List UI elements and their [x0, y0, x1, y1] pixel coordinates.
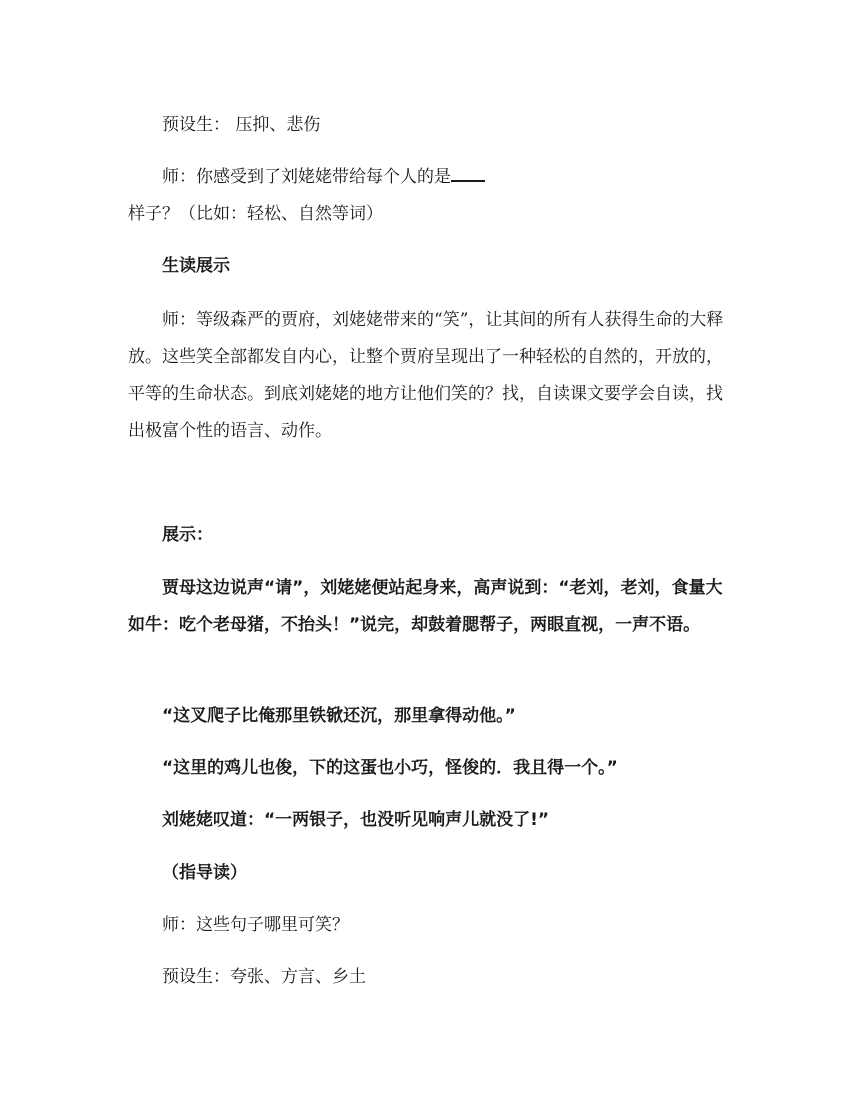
fill-in-blank [451, 167, 485, 182]
paragraph-quote-2: “这叉爬子比俺那里铁锨还沉，那里拿得动他。” [162, 706, 516, 726]
paragraph-teacher-explanation: 师：等级森严的贾府，刘姥姥带来的“笑”，让其间的所有人获得生命的大释放。这些笑全部都发自内心，让整个贾府呈现出了一种轻松的自然的，开放的，平等的生命状态。到底刘姥姥的地方让他们笑的？找，自读课文要学会自读，找出极富个性的语言、动作。 [128, 310, 724, 441]
heading-student-reading: 生读展示 [162, 256, 230, 276]
paragraph-quote-4: 刘姥姥叹道：“一两银子，也没听见响声儿就没了!” [162, 810, 550, 830]
paragraph-preset-answer-1: 预设生： 压抑、悲伤 [162, 115, 321, 135]
paragraph-teacher-question-1 [128, 159, 734, 233]
teacher-question-text-start: 师：你感受到了刘姥姥带给每个人的是 [162, 167, 451, 187]
paragraph-preset-answer-2: 预设生：夸张、方言、乡土 [162, 967, 366, 987]
heading-display: 展示： [162, 525, 213, 545]
paragraph-guided-reading: （指导读） [162, 863, 247, 883]
paragraph-quote-3: “这里的鸡儿也俊，下的这蛋也小巧，怪俊的．我且得一个。” [162, 758, 618, 778]
paragraph-quote-main: 贾母这边说声“请”，刘姥姥便站起身来，高声说到：“老刘，老刘，食量大如牛：吃个老母猪，不抬头！”说完，却鼓着腮帮子，两眼直视，一声不语。 [128, 578, 723, 635]
teacher-question-text-end: 样子？（比如：轻松、自然等词） [128, 204, 383, 224]
paragraph-teacher-question-2: 师：这些句子哪里可笑？ [162, 915, 349, 935]
